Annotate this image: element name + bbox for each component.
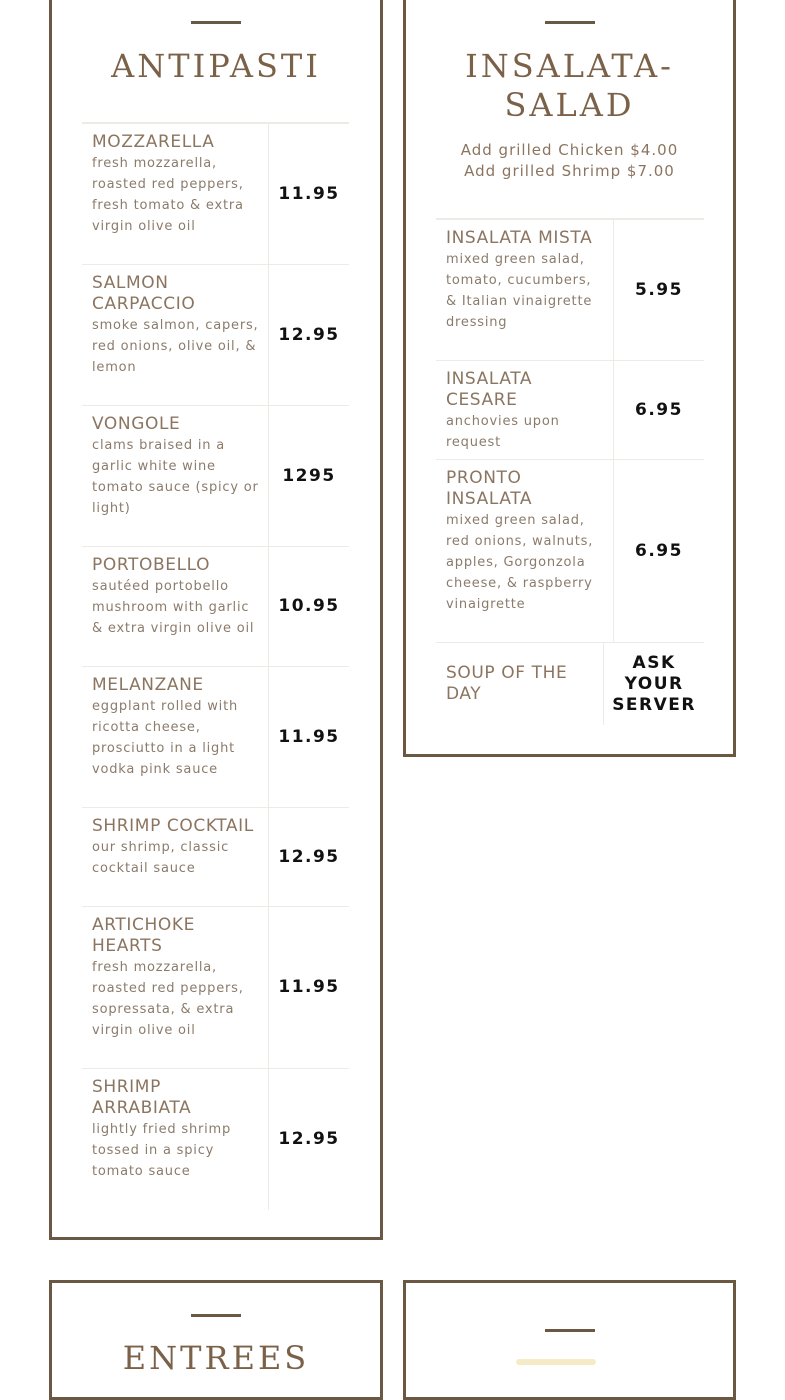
item-description: lightly fried shrimp tossed in a spicy tomato sauce — [92, 1122, 232, 1179]
menu-item — [82, 406, 349, 547]
heading-divider — [191, 21, 241, 24]
cutoff-heading-decoration — [516, 1359, 596, 1365]
item-description: sautéed portobello mushroom with garlic & extra virgin olive oil — [92, 579, 255, 636]
item-name: MOZZARELLA — [92, 132, 215, 152]
insalata-panel — [403, 0, 736, 757]
item-price: 6.95 — [635, 540, 683, 561]
menu-item — [82, 265, 349, 406]
item-name: PRONTO INSALATA — [446, 468, 533, 509]
menu-item — [436, 220, 704, 361]
item-price: ASK YOUR SERVER — [612, 653, 696, 715]
item-description: fresh mozzarella, roasted red peppers, sopressata, & extra virgin olive oil — [92, 960, 244, 1038]
add-chicken-note: Add grilled Chicken $4.00 — [460, 141, 679, 159]
menu-item — [436, 361, 704, 460]
next-section-panel — [403, 1280, 736, 1400]
menu-item — [82, 667, 349, 808]
heading-divider — [545, 1329, 595, 1332]
antipasti-list — [82, 122, 349, 1210]
item-name: VONGOLE — [92, 414, 181, 434]
item-name: SHRIMP COCKTAIL — [92, 816, 254, 836]
item-name: INSALATA MISTA — [446, 228, 593, 248]
item-description: anchovies upon request — [446, 414, 560, 450]
item-description: our shrimp, classic cocktail sauce — [92, 840, 230, 876]
menu-item — [82, 124, 349, 265]
item-name: MELANZANE — [92, 675, 204, 695]
item-price: 1295 — [282, 465, 336, 486]
item-price: 12.95 — [278, 324, 340, 345]
item-description: smoke salmon, capers, red onions, olive oil, & lemon — [92, 318, 259, 375]
item-name: PORTOBELLO — [92, 555, 211, 575]
insalata-list — [436, 218, 704, 725]
antipasti-panel — [49, 0, 383, 1240]
item-name: INSALATA CESARE — [446, 369, 533, 410]
item-price: 5.95 — [635, 279, 683, 300]
item-price: 11.95 — [278, 977, 340, 997]
insalata-title-line1: INSALATA- — [465, 47, 674, 85]
item-description: clams braised in a garlic white wine tomato sauce (spicy or light) — [92, 438, 259, 516]
menu-item — [436, 460, 704, 643]
antipasti-title: ANTIPASTI — [111, 47, 321, 85]
heading-divider — [191, 1314, 241, 1317]
entrees-panel — [49, 1280, 383, 1400]
add-shrimp-note: Add grilled Shrimp $7.00 — [464, 162, 675, 180]
item-price: 6.95 — [635, 399, 683, 420]
item-name: SALMON CARPACCIO — [92, 273, 196, 314]
item-name: SHRIMP ARRABIATA — [92, 1077, 192, 1118]
item-description: fresh mozzarella, roasted red peppers, fresh tomato & extra virgin olive oil — [92, 156, 244, 234]
item-price: 11.95 — [278, 183, 340, 204]
menu-item — [82, 907, 349, 1069]
menu-item — [82, 1069, 349, 1210]
menu-item — [82, 547, 349, 667]
item-name: ARTICHOKE HEARTS — [92, 915, 195, 956]
entrees-title: ENTREES — [122, 1339, 310, 1377]
item-price: 12.95 — [278, 846, 340, 867]
item-name: SOUP OF THE DAY — [446, 663, 568, 704]
item-price: 12.95 — [278, 1129, 340, 1149]
menu-item — [82, 808, 349, 907]
item-description: mixed green salad, red onions, walnuts, apples, Gorgonzola cheese, & raspberry vinaigrette — [446, 513, 594, 612]
item-description: mixed green salad, tomato, cucumbers, & Italian vinaigrette dressing — [446, 252, 593, 330]
item-description: eggplant rolled with ricotta cheese, prosciutto in a light vodka pink sauce — [92, 699, 238, 777]
menu-item — [436, 643, 704, 725]
item-price: 10.95 — [278, 596, 340, 616]
insalata-title-line2: SALAD — [504, 86, 635, 124]
item-price: 11.95 — [278, 726, 340, 747]
heading-divider — [545, 21, 595, 24]
